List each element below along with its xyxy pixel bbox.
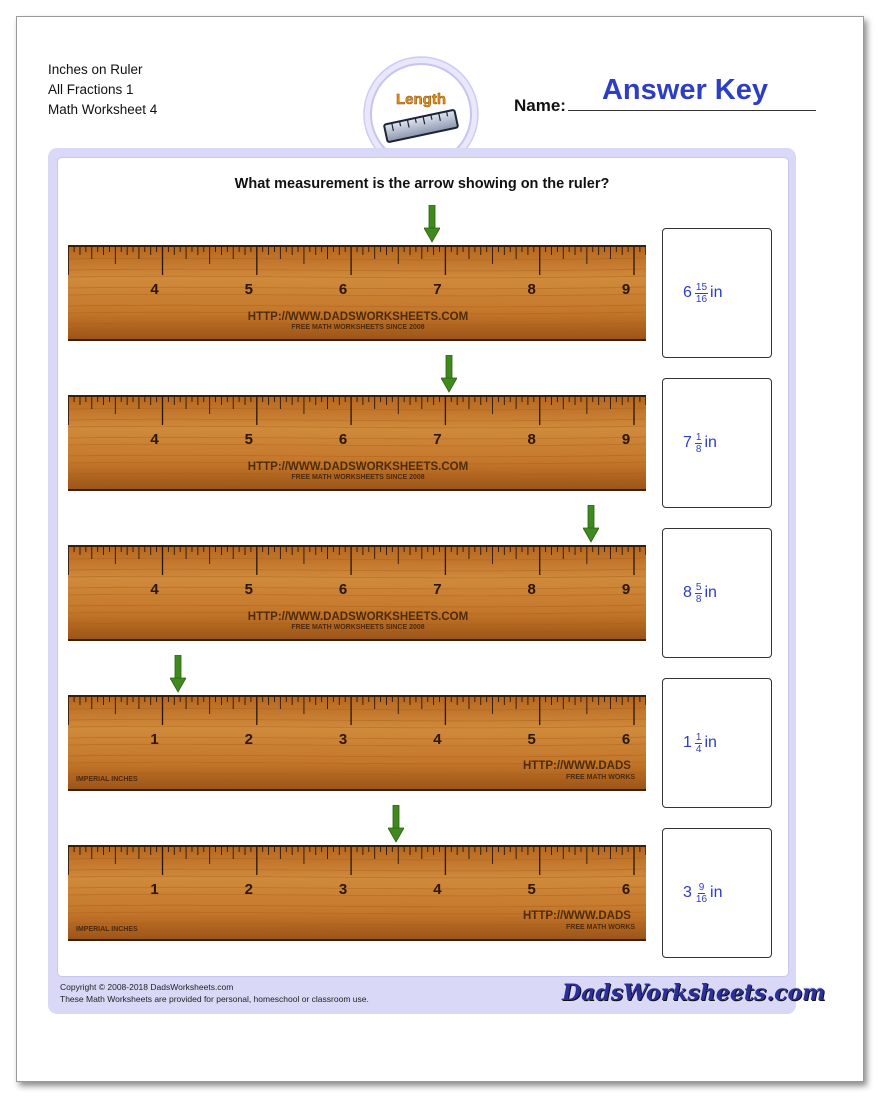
fraction-denominator: 16 bbox=[695, 893, 708, 905]
ruler bbox=[68, 845, 646, 941]
inch-number: 5 bbox=[527, 881, 536, 898]
fraction-numerator: 5 bbox=[695, 581, 702, 593]
ruler bbox=[68, 545, 646, 641]
inch-number: 3 bbox=[338, 731, 348, 748]
inch-number: 5 bbox=[527, 731, 536, 748]
inch-number: 2 bbox=[244, 881, 253, 898]
arrow-down-icon bbox=[170, 655, 186, 693]
answer-fraction bbox=[695, 432, 703, 455]
answer-fraction bbox=[695, 282, 708, 305]
inch-number: 3 bbox=[338, 881, 348, 898]
fraction-denominator: 8 bbox=[695, 443, 702, 455]
arrow-down-icon bbox=[441, 355, 457, 393]
answer-unit: in bbox=[704, 434, 717, 451]
ruler-url: HTTP://WWW.DADSWORKSHEETS.COM bbox=[247, 311, 469, 323]
inch-number: 6 bbox=[621, 731, 631, 748]
worksheet-topic: Inches on Ruler bbox=[48, 62, 143, 77]
ruler-url: HTTP://WWW.DADSWORKSHEETS.COM bbox=[247, 461, 469, 473]
inch-number: 4 bbox=[433, 881, 442, 898]
inch-number: 6 bbox=[338, 581, 348, 598]
answer-fraction bbox=[695, 582, 703, 605]
inch-number: 4 bbox=[150, 431, 159, 448]
fraction-denominator: 16 bbox=[695, 293, 708, 305]
inch-number: 4 bbox=[150, 281, 159, 298]
copyright-text: Copyright © 2008-2018 DadsWorksheets.com bbox=[60, 982, 234, 992]
inch-number: 2 bbox=[244, 731, 253, 748]
fraction-numerator: 15 bbox=[695, 281, 708, 293]
fraction-denominator: 4 bbox=[695, 743, 702, 755]
inch-number: 5 bbox=[244, 581, 253, 598]
inch-number: 5 bbox=[244, 431, 253, 448]
name-line bbox=[568, 110, 816, 111]
answer-box bbox=[662, 678, 772, 808]
answer-box bbox=[662, 228, 772, 358]
ruler bbox=[68, 245, 646, 341]
inch-number: 9 bbox=[621, 281, 631, 298]
fraction-numerator: 1 bbox=[695, 431, 702, 443]
name-label: Name: bbox=[514, 96, 566, 115]
answer-unit: in bbox=[710, 884, 723, 901]
inch-number: 6 bbox=[338, 431, 348, 448]
ruler-tagline: FREE MATH WORKSHEETS SINCE 2008 bbox=[291, 324, 425, 331]
answer-whole: 8 bbox=[683, 584, 692, 601]
arrow-down-icon bbox=[583, 505, 599, 543]
inch-number: 7 bbox=[433, 581, 442, 598]
ruler-url: HTTP://WWW.DADS bbox=[523, 910, 631, 922]
answer-unit: in bbox=[704, 584, 717, 601]
ruler-url: HTTP://WWW.DADS bbox=[523, 760, 631, 772]
ruler-imperial-label: IMPERIAL INCHES bbox=[76, 776, 138, 783]
arrow-down-icon bbox=[424, 205, 440, 243]
inch-number: 6 bbox=[621, 881, 631, 898]
inch-number: 4 bbox=[433, 731, 442, 748]
inch-number: 1 bbox=[150, 731, 159, 748]
fraction-numerator: 1 bbox=[695, 731, 702, 743]
inch-number: 6 bbox=[338, 281, 348, 298]
ruler-tagline: FREE MATH WORKSHEETS SINCE 2008 bbox=[291, 624, 425, 631]
footer-notice bbox=[60, 981, 369, 1005]
worksheet-number: Math Worksheet 4 bbox=[48, 102, 158, 117]
inch-number: 8 bbox=[527, 431, 536, 448]
answer-fraction bbox=[695, 882, 708, 905]
inch-number: 9 bbox=[621, 581, 631, 598]
inch-number: 4 bbox=[150, 581, 159, 598]
answer-box bbox=[662, 528, 772, 658]
answer-whole: 3 bbox=[683, 884, 692, 901]
fraction-denominator: 8 bbox=[695, 593, 702, 605]
dadsworksheets-brand-logo: DadsWorksheets.com bbox=[562, 980, 826, 1006]
answer-key-title: Answer Key bbox=[601, 74, 768, 106]
answer-fraction bbox=[695, 732, 703, 755]
answer-whole: 1 bbox=[683, 734, 692, 751]
answer-unit: in bbox=[704, 734, 717, 751]
inch-number: 5 bbox=[244, 281, 253, 298]
ruler-tagline: FREE MATH WORKSHEETS SINCE 2008 bbox=[291, 474, 425, 481]
ruler-imperial-label: IMPERIAL INCHES bbox=[76, 926, 138, 933]
answer-whole: 7 bbox=[683, 434, 692, 451]
inch-number: 1 bbox=[150, 881, 159, 898]
logo-title: Length bbox=[396, 91, 446, 108]
answer-unit: in bbox=[710, 284, 723, 301]
inch-number: 7 bbox=[433, 431, 442, 448]
usage-notice: These Math Worksheets are provided for personal, homeschool or classroom use. bbox=[60, 994, 369, 1004]
arrow-down-icon bbox=[388, 805, 404, 843]
fraction-numerator: 9 bbox=[698, 881, 705, 893]
inch-number: 9 bbox=[621, 431, 631, 448]
question-prompt: What measurement is the arrow showing on the ruler? bbox=[234, 176, 610, 192]
answer-box bbox=[662, 378, 772, 508]
worksheet-subtopic: All Fractions 1 bbox=[48, 82, 134, 97]
ruler bbox=[68, 695, 646, 791]
ruler-tagline: FREE MATH WORKS bbox=[566, 774, 636, 781]
inch-number: 8 bbox=[527, 281, 536, 298]
ruler-url: HTTP://WWW.DADSWORKSHEETS.COM bbox=[247, 611, 469, 623]
answer-box bbox=[662, 828, 772, 958]
answer-whole: 6 bbox=[683, 284, 692, 301]
worksheet-meta bbox=[48, 60, 157, 120]
ruler-tagline: FREE MATH WORKS bbox=[566, 924, 636, 931]
inch-number: 7 bbox=[433, 281, 442, 298]
ruler bbox=[68, 395, 646, 491]
inch-number: 8 bbox=[527, 581, 536, 598]
